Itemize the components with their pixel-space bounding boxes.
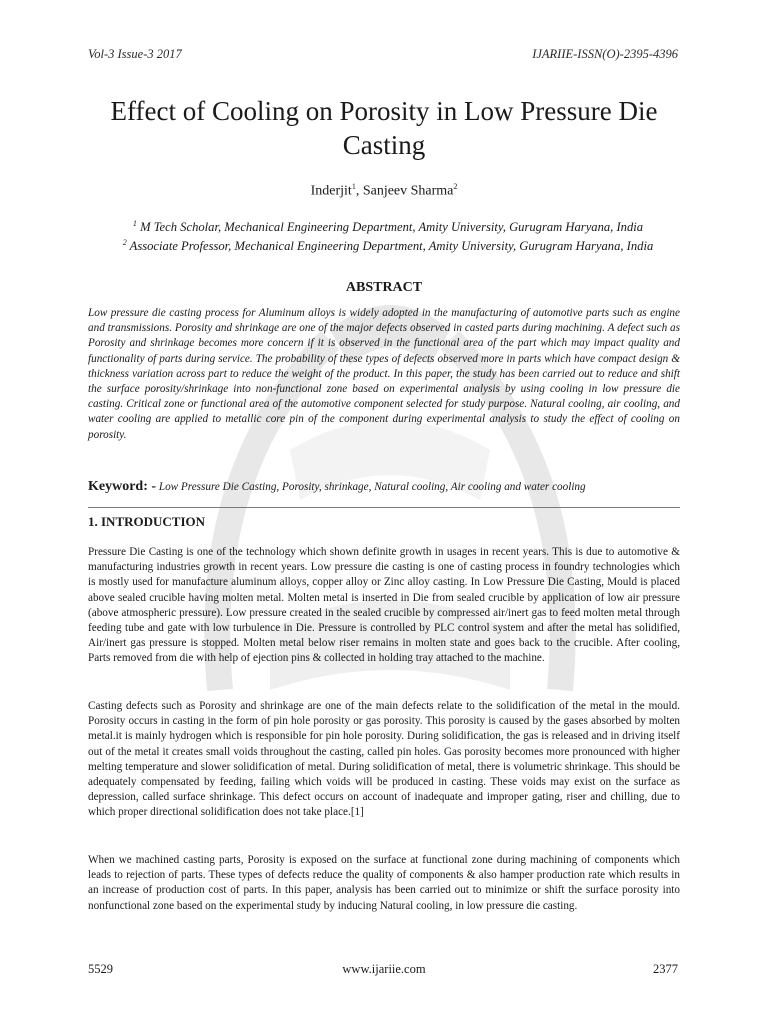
affiliation-text: Associate Professor, Mechanical Engineering Department, Amity University, Gurugram Haryana, India — [126, 239, 654, 254]
abstract-heading: ABSTRACT — [345, 280, 423, 295]
intro-paragraph: When we machined casting parts, Porosity is exposed on the surface at functional zone during machining of components which leads to rejection of parts. These types of defects reduce the quality of components & also hamper production rate which results in an increase of production cost of parts. In this paper, analysis has been carried out to minimize or shift the surface porosity into nonfunctional zone based on the experimental study by inducing Natural cooling, in low pressure die casting. — [88, 854, 680, 912]
journal-issn: IJARIIE-ISSN(O)-2395-4396 — [532, 47, 678, 61]
abstract-text: Low pressure die casting process for Aluminum alloys is widely adopted in the manufacturing of automotive parts such as engine and transmissions. Porosity and shrinkage are one of the major defects observed in casted parts during machining. A defect such as Porosity and shrinkage becomes more concern if it is observed in the functional area of the part which may impact quality and functionality of parts during service. The probability of these types of defects observed more in parts which have compact design & thickness variation across part to reduce the weight of the product. In this paper, the study has been carried out to reduce and shift the surface porosity/shrinkage into non-functional zone based on experimental analysis by using cooling in low pressure die casting. Critical zone or functional area of the automotive component selected for study purpose. Natural cooling, air cooling, and water cooling are applied to metallic core pin of the component during experimental analysis to study the effect of cooling on porosity. — [88, 307, 680, 441]
paper-id: 5529 — [88, 962, 113, 976]
author-name: Inderjit — [310, 183, 352, 199]
affiliation-line — [88, 216, 688, 235]
author-affiliation-mark: 1 — [351, 182, 356, 191]
author-affiliation-mark: 2 — [453, 182, 458, 191]
keyword-text: Low Pressure Die Casting, Porosity, shrinkage, Natural cooling, Air cooling and water cooling — [156, 481, 586, 493]
affiliations — [88, 216, 688, 254]
affiliation-mark: 1 — [132, 219, 137, 228]
paper-title: Effect of Cooling on Porosity in Low Pressure Die Casting — [110, 96, 658, 160]
intro-paragraph: Casting defects such as Porosity and shrinkage are one of the main defects relate to the solidification of the metal in the mould. Porosity occurs in casting in the form of pin hole porosity or gas porosity. This porosity is caused by the gases absorbed by molten metal.it is mainly hydrogen which is responsible for pin hole porosity. During solidification, the gas is released and in driving itself out of the metal it creates small voids throughout the casting, called pin holes. Gas porosity becomes more pronounced with higher melting temperature and slower solidification of metal. During solidification of metal, there is volumetric shrinkage. This should be adequately compensated by feeding, failing which voids will be produced in casting. These voids may exist on the surface as depression, called surface shrinkage. This defect occurs on account of inadequate and improper gating, riser and chilling, due to which proper directional solidification does not take place.[1] — [88, 700, 680, 819]
affiliation-line — [88, 235, 688, 254]
section-heading-introduction: 1. INTRODUCTION — [88, 514, 206, 529]
journal-volume-issue: Vol-3 Issue-3 2017 — [88, 47, 182, 61]
affiliation-text: M Tech Scholar, Mechanical Engineering Department, Amity University, Gurugram Haryana, India — [136, 220, 644, 235]
author-separator: , — [355, 183, 363, 199]
affiliation-mark: 2 — [122, 238, 127, 248]
author-line — [88, 182, 680, 200]
intro-paragraph: Pressure Die Casting is one of the technology which shown definite growth in usages in recent years. This is due to automotive & manufacturing industries growth in recent years. Low pressure die casting is one of casting process in foundry technologies which is mostly used for manufacture aluminum alloys, copper alloy or Zinc alloy casting. In Low Pressure Die Casting, Mould is placed above sealed crucible having molten metal. Molten metal is inserted in Die from sealed crucible by application of low air pressure (above atmospheric pressure). Low pressure created in the sealed crucible by compressed air/inert gas to feed molten metal through feeding tube and gate with low turbulence in Die. Pressure is controlled by PLC control system and after the metal has solidified, Air/inert gas pressure is stopped. Molten metal below riser remains in molten state and goes back to the crucible. After cooling, Parts removed from die with help of ejection pins & collected in holding tray attached to the machine. — [88, 546, 680, 665]
keywords — [88, 479, 680, 495]
journal-website: www.ijariie.com — [342, 962, 426, 976]
section-divider — [88, 507, 680, 508]
author-name: Sanjeev Sharma — [362, 183, 454, 199]
keyword-label: Keyword: - — [88, 479, 157, 494]
page-number: 2377 — [653, 962, 678, 976]
